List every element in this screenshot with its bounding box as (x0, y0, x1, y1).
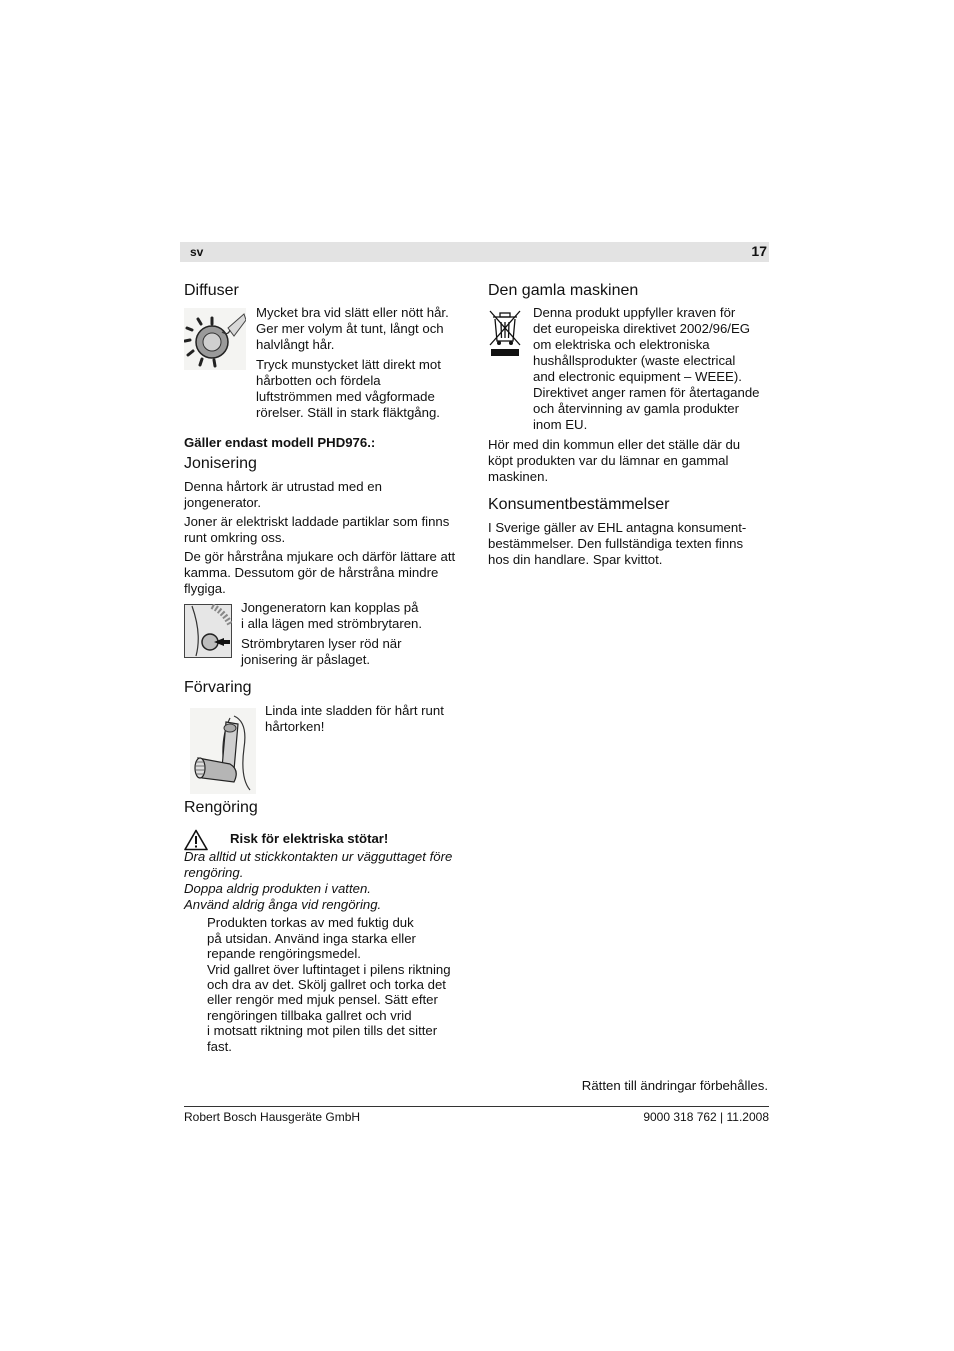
warning-line1: Dra alltid ut stickkontakten ur vägguttaget före (184, 849, 453, 864)
section-title-rengoring: Rengöring (184, 799, 258, 816)
diffuser-p1-line1: Mycket bra vid slätt eller nött hår. (256, 305, 449, 320)
warning-triangle-icon (184, 829, 208, 851)
section-title-gamla-maskinen: Den gamla maskinen (488, 282, 639, 299)
jonisering-p3-line3: flygiga. (184, 581, 226, 596)
jonisering-p3-line2: kamma. Dessutom gör de hårstråna mindre (184, 565, 439, 580)
rengoring-p2-line6: fast. (207, 1039, 232, 1054)
footer-rule (184, 1106, 769, 1107)
rengoring-p1-line3: repande rengöringsmedel. (207, 946, 361, 961)
section-title-diffuser: Diffuser (184, 282, 239, 299)
diffuser-p1-line2: Ger mer volym åt tunt, långt och (256, 321, 444, 336)
jonisering-p2-line1: Joner är elektriskt laddade partiklar som finns (184, 514, 450, 529)
diffuser-p2-line2: hårbotten och fördela (256, 373, 381, 388)
diffuser-p2-line1: Tryck munstycket lätt direkt mot (256, 357, 441, 372)
warning-line2: rengöring. (184, 865, 244, 880)
gamla-p2-line2: köpt produkten var du lämnar en gammal (488, 453, 729, 468)
warning-title: Risk för elektriska stötar! (230, 831, 389, 846)
gamla-p2-line1: Hör med din kommun eller det ställe där du (488, 437, 741, 452)
crossed-bin-weee-icon (488, 309, 522, 359)
rengoring-p1-line2: på utsidan. Använd inga starka eller (207, 931, 416, 946)
rengoring-p2-line1: Vrid gallret över luftintaget i pilens riktning (207, 962, 451, 977)
jonisering-p5-line2: jonisering är påslaget. (241, 652, 371, 667)
diffuser-illustration-icon (184, 308, 246, 370)
gamla-p1-line6: Direktivet anger ramen för återtagande (533, 385, 760, 400)
rengoring-p1-line1: Produkten torkas av med fuktig duk (207, 915, 414, 930)
warning-line4: Använd aldrig ånga vid rengöring. (184, 897, 382, 912)
jonisering-p3-line1: De gör hårstråna mjukare och därför lättare att (184, 549, 456, 564)
konsument-p1-line3: hos din handlare. Spar kvittot. (488, 552, 663, 567)
jonisering-p1-line1: Denna hårtork är utrustad med en (184, 479, 382, 494)
page-header-bar (180, 242, 769, 262)
rengoring-p2-line5: i motsatt riktning mot pilen tills det sitter (207, 1023, 438, 1038)
ion-switch-illustration-icon (184, 604, 232, 658)
rengoring-p2-line4: rengöringen tillbaka gallret och vrid (207, 1008, 412, 1023)
gamla-p2-line3: maskinen. (488, 469, 549, 484)
jonisering-p1-line2: jongenerator. (184, 495, 261, 510)
jonisering-p2-line2: runt omkring oss. (184, 530, 286, 545)
gamla-p1-line3: om elektriska och elektroniska (533, 337, 710, 352)
diffuser-p1-line3: halvlångt hår. (256, 337, 335, 352)
gamla-p1-line2: det europeiska direktivet 2002/96/EG (533, 321, 750, 336)
gamla-p1-line1: Denna produkt uppfyller kraven för (533, 305, 736, 320)
jonisering-p5-line1: Strömbrytaren lyser röd när (241, 636, 402, 651)
language-code: sv (190, 245, 204, 259)
section-title-forvaring: Förvaring (184, 679, 252, 696)
reservation-note: Rätten till ändringar förbehålles. (581, 1078, 768, 1093)
rengoring-p2-line2: och dra av det. Skölj gallret och torka det (207, 977, 446, 992)
gamla-p1-line4: hushållsprodukter (waste electrical (533, 353, 736, 368)
gamla-p1-line8: inom EU. (533, 417, 588, 432)
footer-docnum: 9000 318 762 | 11.2008 (643, 1110, 769, 1124)
jonisering-p4-line1: Jongeneratorn kan kopplas på (241, 600, 419, 615)
page-number: 17 (751, 243, 767, 259)
model-note: Gäller endast modell PHD976.: (184, 435, 376, 450)
konsument-p1-line2: bestämmelser. Den fullständiga texten finns (488, 536, 744, 551)
forvaring-p1-line2: hårtorken! (265, 719, 325, 734)
section-title-jonisering: Jonisering (184, 455, 257, 472)
gamla-p1-line5: and electronic equipment – WEEE). (533, 369, 742, 384)
diffuser-p2-line4: rörelser. Ställ in stark fläktgång. (256, 405, 440, 420)
warning-line3: Doppa aldrig produkten i vatten. (184, 881, 371, 896)
rengoring-p2-line3: eller rengör med mjuk pensel. Sätt efter (207, 992, 438, 1007)
diffuser-p2-line3: luftströmmen med vågformade (256, 389, 435, 404)
footer-company: Robert Bosch Hausgeräte GmbH (184, 1110, 361, 1124)
hairdryer-cord-illustration-icon (190, 708, 256, 794)
gamla-p1-line7: och återvinning av gamla produkter (533, 401, 739, 416)
section-title-konsument: Konsumentbestämmelser (488, 496, 670, 513)
konsument-p1-line1: I Sverige gäller av EHL antagna konsument- (488, 520, 747, 535)
jonisering-p4-line2: i alla lägen med strömbrytaren. (241, 616, 423, 631)
forvaring-p1-line1: Linda inte sladden för hårt runt (265, 703, 444, 718)
